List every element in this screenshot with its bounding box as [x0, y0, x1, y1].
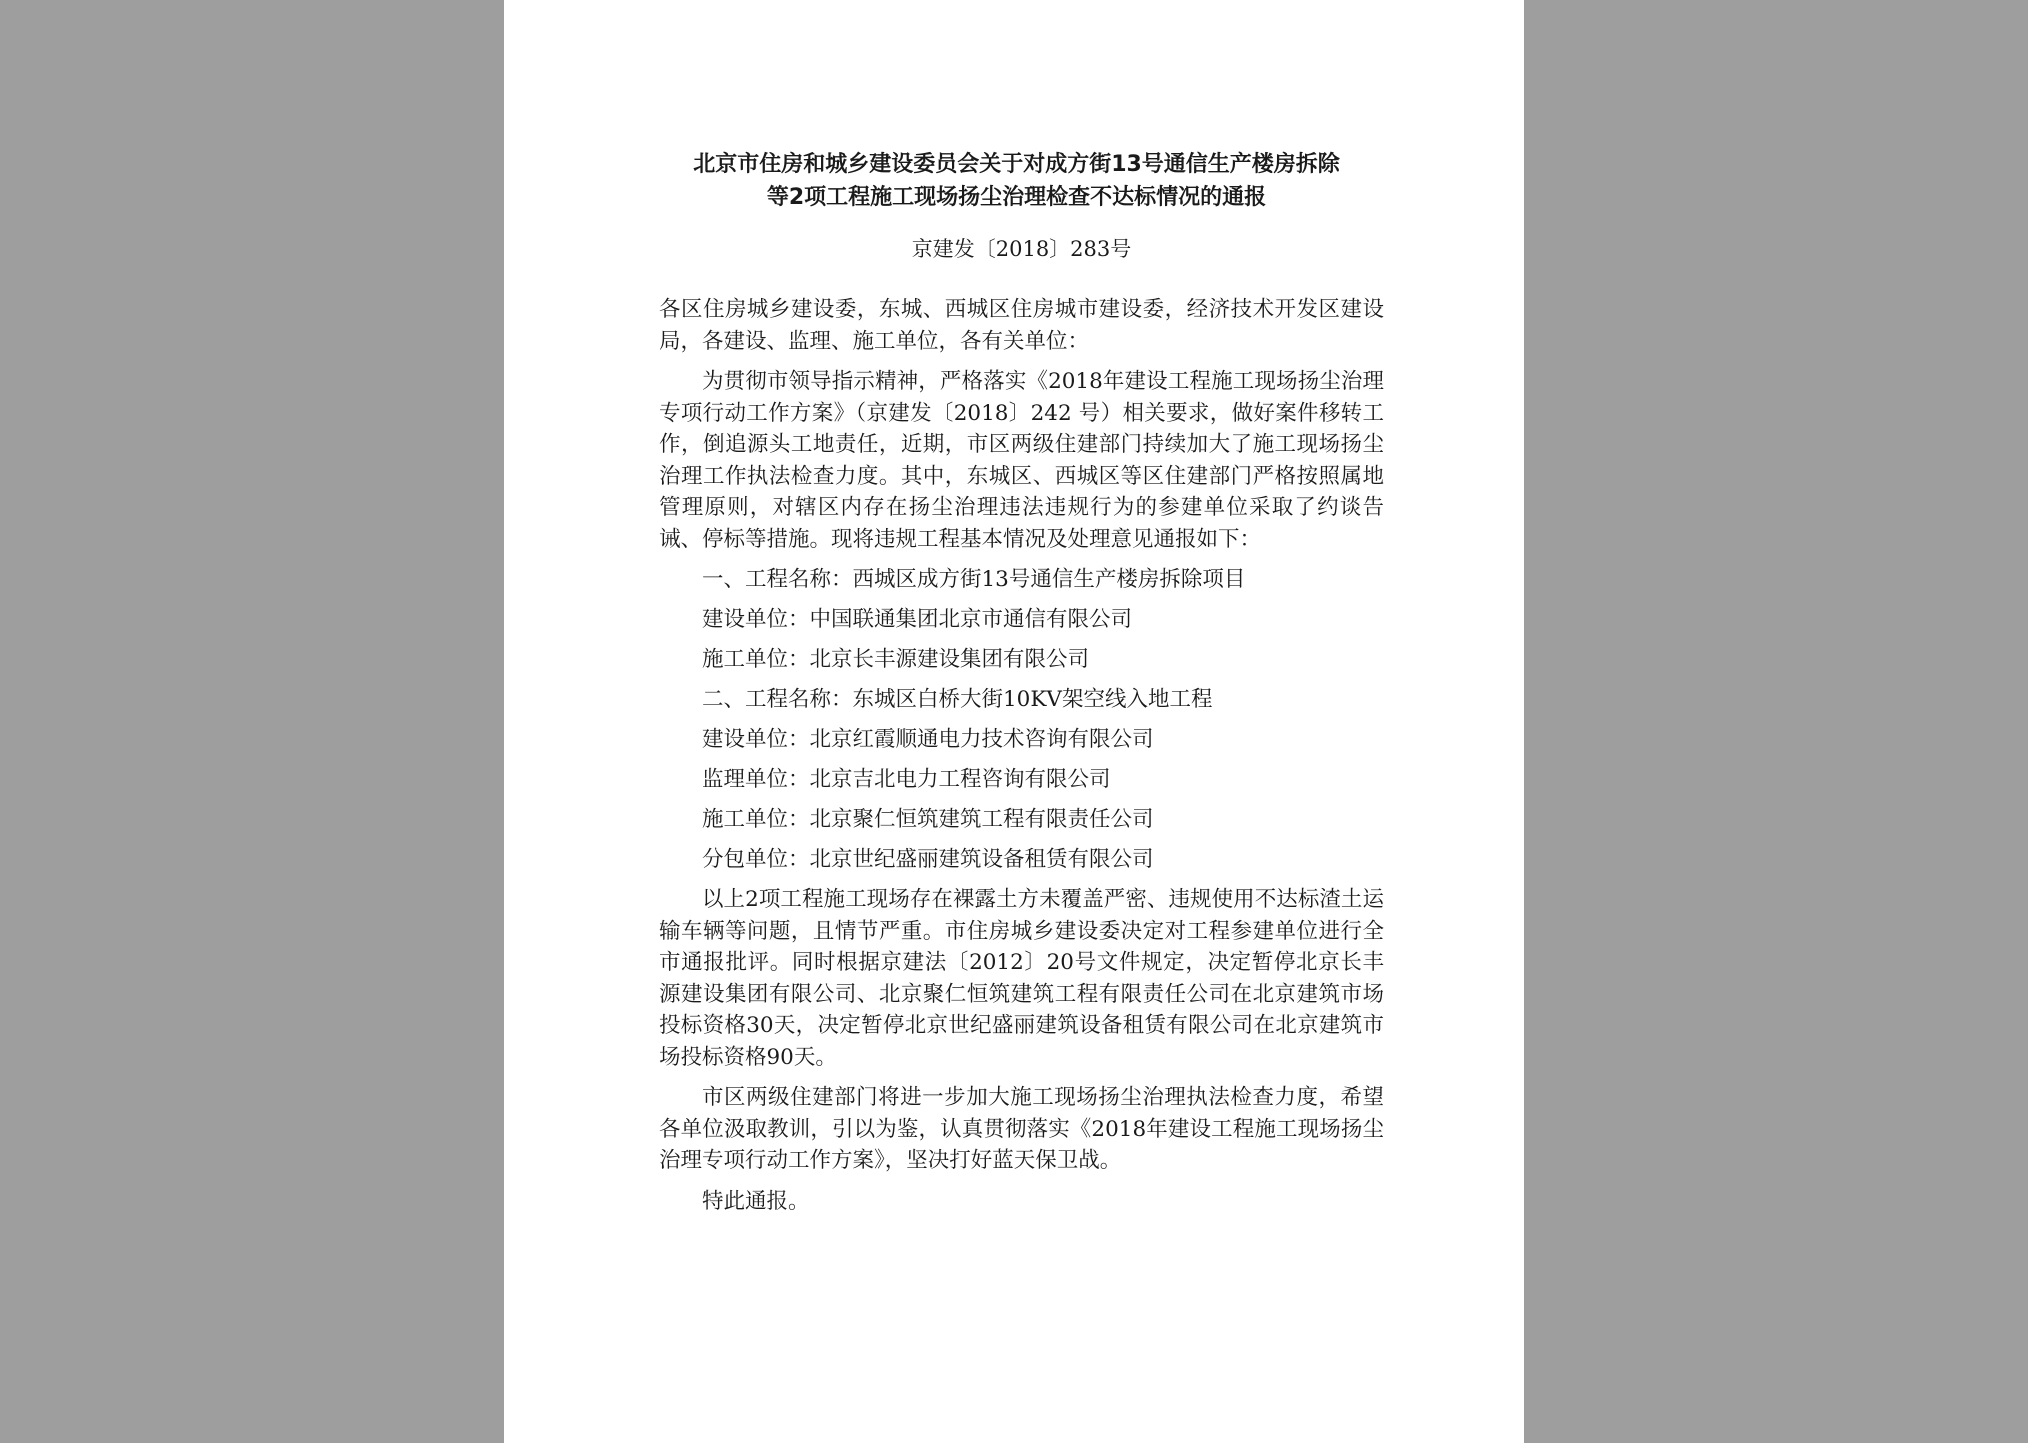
- project-2-subcontractor: 分包单位：北京世纪盛丽建筑设备租赁有限公司: [702, 847, 1154, 872]
- document-title: [659, 148, 1384, 214]
- project-1-name: 一、工程名称：西城区成方街13号通信生产楼房拆除项目: [702, 567, 1246, 592]
- project-2-supervisor: 监理单位：北京吉北电力工程咨询有限公司: [702, 767, 1111, 792]
- project-1-contractor: 施工单位：北京长丰源建设集团有限公司: [702, 647, 1090, 672]
- paragraph-conclusion: 市区两级住建部门将进一步加大施工现场扬尘治理执法检查力度，希望各单位汲取教训，引以为鉴，认真贯彻落实《2018年建设工程施工现场扬尘治理专项行动工作方案》，坚决打好蓝天保卫战。: [659, 1085, 1384, 1173]
- project-2-builder: 建设单位：北京红霞顺通电力技术咨询有限公司: [702, 727, 1154, 752]
- title-line-1: 北京市住房和城乡建设委员会关于对成方街13号通信生产楼房拆除: [693, 152, 1340, 177]
- project-2-name: 二、工程名称：东城区白桥大街10KV架空线入地工程: [702, 687, 1213, 712]
- document-number: 京建发〔2018〕283号: [911, 237, 1132, 261]
- closing-line: 特此通报。: [702, 1188, 810, 1214]
- title-line-2: 等2项工程施工现场扬尘治理检查不达标情况的通报: [766, 185, 1267, 210]
- paragraph-intro: 为贯彻市领导指示精神，严格落实《2018年建设工程施工现场扬尘治理专项行动工作方案》（京建发〔2018〕242 号）相关要求，做好案件移转工作，倒追源头工地责任，近期，市区两级住建部门持续加大了施工现场扬尘治理工作执法检查力度。其中，东城区、西城区等区住建部门严格按照属地管理原则，对辖区内存在扬尘治理违法违规行为的参建单位采取了约谈告诫、停标等措施。现将违规工程基本情况及处理意见通报如下：: [659, 369, 1384, 552]
- document-page: [504, 0, 1524, 1443]
- paragraph-decision: 以上2项工程施工现场存在裸露土方未覆盖严密、违规使用不达标渣土运输车辆等问题，且情节严重。市住房城乡建设委决定对工程参建单位进行全市通报批评。同时根据京建法〔2012〕20号文件规定，决定暂停北京长丰源建设集团有限公司、北京聚仁恒筑建筑工程有限责任公司在北京建筑市场投标资格30天，决定暂停北京世纪盛丽建筑设备租赁有限公司在北京建筑市场投标资格90天。: [659, 887, 1384, 1070]
- addressee: 各区住房城乡建设委，东城、西城区住房城市建设委，经济技术开发区建设局，各建设、监理、施工单位，各有关单位：: [659, 297, 1384, 354]
- project-2-contractor: 施工单位：北京聚仁恒筑建筑工程有限责任公司: [702, 807, 1154, 832]
- project-1-builder: 建设单位：中国联通集团北京市通信有限公司: [702, 607, 1133, 632]
